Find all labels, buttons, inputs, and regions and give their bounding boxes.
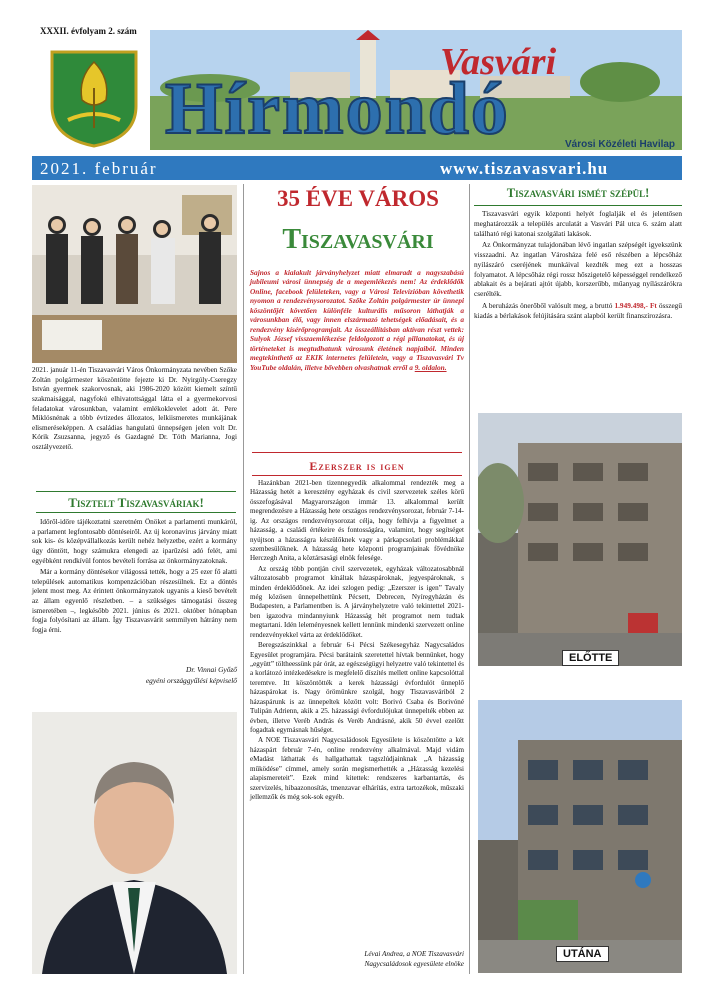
- article-body: [32, 518, 237, 638]
- heading-rule: [252, 452, 462, 453]
- heading-rule: [474, 205, 682, 206]
- heading-rule: [36, 512, 236, 513]
- author-role: Nagycsaládosok egyesülete elnöke: [364, 960, 464, 968]
- building-after-photo: [478, 700, 682, 973]
- paragraph: Tiszavasvári egyik központi helyét foglalják el és jelentősen meghatározzák a település arculatát a Vasvári Pál utca 6. szám alatt található régi katonai szolgálati lakások.: [474, 209, 682, 238]
- author-name: Lévai Andrea, a NOE Tiszavasvári: [364, 950, 464, 958]
- paragraph: Beregszászinkkal a február 6-i Pécsi Székesegyház Nagycsaládos Egyesület programjára. Pécsi barátaink szeretettel hívtak bennünket, hogy „együtt” töltheessünk pár órát, az egészségügyi helyzetre való tekintettel és a korlátozó intézkedésekre is megfelelő díszítés mellett online kapcsolóttal teremtve. Itt köszöntötték a kerek házassági évfordulót ünneplő házaspárokat is. Nagy örömünkre szolgál, hogy Tiszavasváriból 2 házaspárunk is az ünnepeltek között volt: Borivó Csaba és Borivóné Tulipán Adrienn, akik a 25. házassági évfordulójukat ünnepelték ebben az évben, illetve Veréb András és Veréb Andrásné, akik 50 évvel ezelőtt fogadtak egymásnak hűséget.: [250, 641, 464, 734]
- paragraph-text: A beruházás önerőből valósult meg, a bruttó: [482, 300, 613, 310]
- lead-paragraph: [250, 268, 464, 372]
- article-heading: Tiszavasvári ismét szépül!: [506, 186, 650, 200]
- issue-number: XXXII. évfolyam 2. szám: [40, 26, 137, 36]
- politician-portrait-photo: [32, 712, 237, 974]
- article-body: [474, 209, 682, 322]
- article-heading: Tisztelt Tiszavasváriak!: [68, 495, 204, 510]
- lead-text: Sajnos a kialakult járványhelyzet miatt elmaradt a nagyszabású jubileumi városi ünnepség de a megemlékezés nem! Az érdeklődők Online, facebook felületeken, vagy a Városi Televízióban követhetik nyomon a rendezvénysorozatot. Szőke Zoltán polgármester úr ünnepi köszöntőjét követően különféle kulturális műsoron láthatják a városunkban élő, vagy innen elszármazó tehetségek előadásait, és a rendezvény kísérőprogramjait. Az összeállításban aktívan részt vettek: Sulyok József visszaemlékezése feldolgozott a régi pillanatokat, és új történeteket is megtudhatunk városunk életének napjaiból. Minden megtekinthető az EKIK internetes felületein, vagy a Tiszavasvári Tv YouTube oldalán, illetve bővebben olvashatnak erről a: [250, 268, 464, 372]
- paragraph: [474, 301, 682, 321]
- paragraph: Az Önkormányzat tulajdonában lévő ingatlan szépségét igyekszünk visszaadni. Az ingatlan Városháza felé eső részében a lépcsőház nyílászáró cseréjének munkáival kezdték meg ezt a hosszas folyamatot. A lépcsőház régi rossz hőszigetelő képességgel rendelkező ablakait és a bejárati ajtót újabb, korszerűbb, műanyag nyílászárókra cserélték.: [474, 240, 682, 299]
- paragraph-text: összegű kiadás a bérlakások felújítására szánt alapból került finanszírozásra.: [474, 300, 682, 320]
- column-divider: [243, 184, 244, 974]
- award-ceremony-photo: [32, 185, 237, 363]
- author-role: egyéni országgyűlési képviselő: [145, 676, 237, 685]
- article-body: [250, 479, 464, 803]
- city-crest-logo: [48, 48, 140, 148]
- page-reference-link[interactable]: 9. oldalon.: [414, 362, 447, 372]
- paragraph: Időről-időre tájékoztatni szeretném Önöket a parlamenti munkáról, a parlament legfontosabb döntéseiről. Az új koronavírus járvány miatt sok kis- és középvállalkozás került nehéz helyzetbe, ezért a kormány úgy döntött, hogy számukra elengedi az iparűzési adó felét, ami egyébként rendkívül fontos bevételi forrása az önkormányzatoknak.: [32, 518, 237, 565]
- column-divider: [469, 184, 470, 974]
- masthead-tagline: Városi Közéleti Havilap: [565, 139, 676, 150]
- masthead-title-script: Vasvári: [440, 41, 557, 83]
- headline-top: 35 ÉVE VÁROS: [277, 186, 439, 211]
- paragraph: Az ország több pontján civil szervezetek, egyházak változatosabbnál változatosabb programot kínáltak házaspároknak, jegyespároknak, s minden érdeklődőnek. Az idei szlogen pedig: „Ezerszer is igen” Tavaly még közösen ünnepelhettünk Pécsett, Debrecen, Nyíregyházán és Budapesten, a Parlamentben is. A járványhelyzetre való tekintettel 2021-ben igazodva mindannyiunk Házasság hét programot nem tudtak megtartani. Idén leleményesnek kellett lennünk mindenki szervezett online rendezvényekkel várta az érdeklődőket.: [250, 564, 464, 639]
- article-heading: Ezerszer is igen: [309, 459, 405, 473]
- heading-rule: [252, 475, 462, 476]
- headline-bottom: Tiszavasvári: [282, 224, 434, 255]
- paragraph: Hazánkban 2021-ben tizennegyedik alkalommal rendezték meg a Házasság hetét a keresztény egyházak és civil szervezetek széles körű összefogásával Magyarországon immár 13. alkalommal került megrendezésre a Házasság hete országos rendezvénysorozat, február 7-14-ig. Az országos rendezvénysorozat célja, hogy felhívja a figyelmet a házasság, a családi értékeire és fontosságára, valamint, hogy segítséget nyújtson a házasságra készülőknek vagy a párkapcsolati problémákkal szembesülőknek. A házasság hete központi programjainak fővédnöke Herczegh Anita, a köztársasági elnök felesége.: [250, 479, 464, 563]
- photo-label-before: ELŐTTE: [562, 650, 619, 666]
- issue-date: 2021. február: [40, 159, 158, 178]
- paragraph: A NOE Tiszavasvári Nagycsaládosok Egyesülete is köszöntötte a két házaspárt február 7-én, online rendezvény alkalmával. Majd vidám eMadást láthattak és hallgathattak tagszlúdjainknak „A házasság működése” címmel, amely során megismerhették a „Házasság kezelési alapismereteit”. Ezek mind kitettek: rendszeres karbantartás, és szervizelés, hibaazonosítás, tmenzavar elhárítás, extra tartozékok, műszaki jellemzők és még sok-sok egyéb.: [250, 736, 464, 801]
- website-link[interactable]: www.tiszavasvari.hu: [440, 159, 609, 178]
- masthead-title: Hírmondó: [165, 68, 510, 150]
- photo-label-after: UTÁNA: [556, 946, 609, 962]
- amount-highlight: 1.949.498,- Ft: [614, 300, 657, 310]
- building-before-photo: [478, 413, 682, 666]
- photo-caption: 2021. január 11-én Tiszavasvári Város Önkormányzata nevében Szőke Zoltán polgármester köszöntötte fejezte ki Dr. Nyirgúly-Cseregzy István gyermek szakorvosnak, aki 1986-2020 között kiemelt színtű szakmaisággal, nagyfokú elhivatottsággal látta el a gyermekorvosi feladatokat városunkban, valamint emlékoklevelet adott át. Pere Miklósnénak a több évtizedes állozatos, lelkiismeretes munkájának elismeréseképpen. A családias hangulatú ünnepségen jelen volt Dr. Kórik Zsuzsanna, jegyző és Gazdagné Dr. Tóth Marianna, Jogi osztályvezető.: [32, 366, 237, 452]
- paragraph: Már a kormány döntésekor világossá tették, hogy a 25 ezer fő alatti települések automatikus kompenzációban részesülnek. Ez a döntés jelent most meg. Az érintett önkormányzatok ugyanis a kieső bevételt az állam egyenlő részletben. – a szükséges támogatási összeg ismeretében –, legkésőbb 2021. június és 2021. október hónapban fogja folyósítani az állam. Így Tiszavasvárit semmilyen hátrány nem fogja érni.: [32, 568, 237, 635]
- author-name: Dr. Vinnai Győző: [186, 665, 237, 674]
- heading-rule: [36, 491, 236, 492]
